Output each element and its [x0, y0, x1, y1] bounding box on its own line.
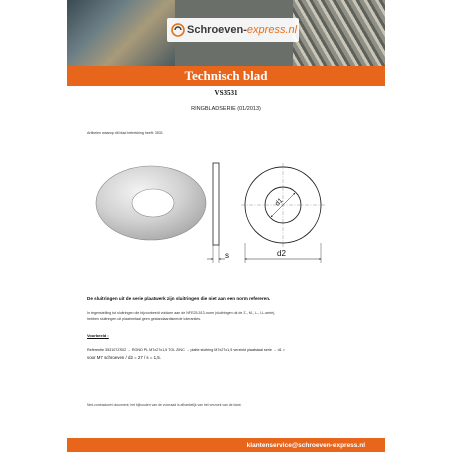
- document-page: [67, 0, 385, 452]
- washer-photo: [96, 166, 206, 240]
- footer-bar: [67, 438, 385, 452]
- outer-diameter-label: d2: [277, 249, 286, 258]
- brand-logo[interactable]: [167, 18, 299, 42]
- articles-line: Artikelen waarop dit blad betrekking heeft: 3531: [87, 131, 163, 135]
- intro-statement: De sluitringen uit de serie plaatwerk zijn sluitringen die niet aan een norm refereren.: [87, 296, 271, 301]
- tolerance-paragraph-line-1: In tegenstelling tot sluitringen die bijvoorbeeld voldoen aan de NFE25-513-norm (sluitringen uit de Z-, M-, L-, LL-serie),: [87, 311, 276, 315]
- thickness-label: s: [225, 251, 229, 260]
- inner-diameter-label: d1: [274, 197, 285, 208]
- tools-photo: [67, 0, 175, 66]
- logo-text: Schroeven-express.nl: [187, 24, 298, 36]
- washer-front-view: [241, 163, 325, 263]
- page-title: Technisch blad: [184, 68, 268, 83]
- screws-photo: [293, 0, 385, 66]
- reference-line-2: voor M7 schroeven / d2 = 27 / s = 1,5.: [87, 355, 161, 360]
- product-code: VS3531: [214, 89, 238, 97]
- series-title: RINGBLADSERIE (01/2013): [191, 106, 261, 112]
- support-email-link[interactable]: klantenservice@schroeven-express.nl: [246, 441, 365, 449]
- reference-line: Referentie 353107ZS02 → ROND PL M7x27x1,5 TOL ZINC → platte sluitring M7x27x1,5 verzinkt plaatstaal serie → d1 =: [87, 348, 285, 352]
- washer-technical-drawing: [95, 158, 351, 270]
- tolerance-paragraph-line-2: hebben sluitringen uit plaatmetaal geen gestandaardiseerde toleranties.: [87, 317, 202, 321]
- title-bar: [67, 66, 385, 86]
- header-banner: [67, 0, 385, 66]
- logo-swirl-icon: [171, 23, 185, 37]
- washer-side-view: [207, 163, 225, 263]
- example-heading: Voorbeeld :: [87, 333, 109, 338]
- disclaimer-note: Niet-contractueel document; het bijhouden van de voorraad is afhankelijk van het verzoek van de klant.: [87, 403, 242, 407]
